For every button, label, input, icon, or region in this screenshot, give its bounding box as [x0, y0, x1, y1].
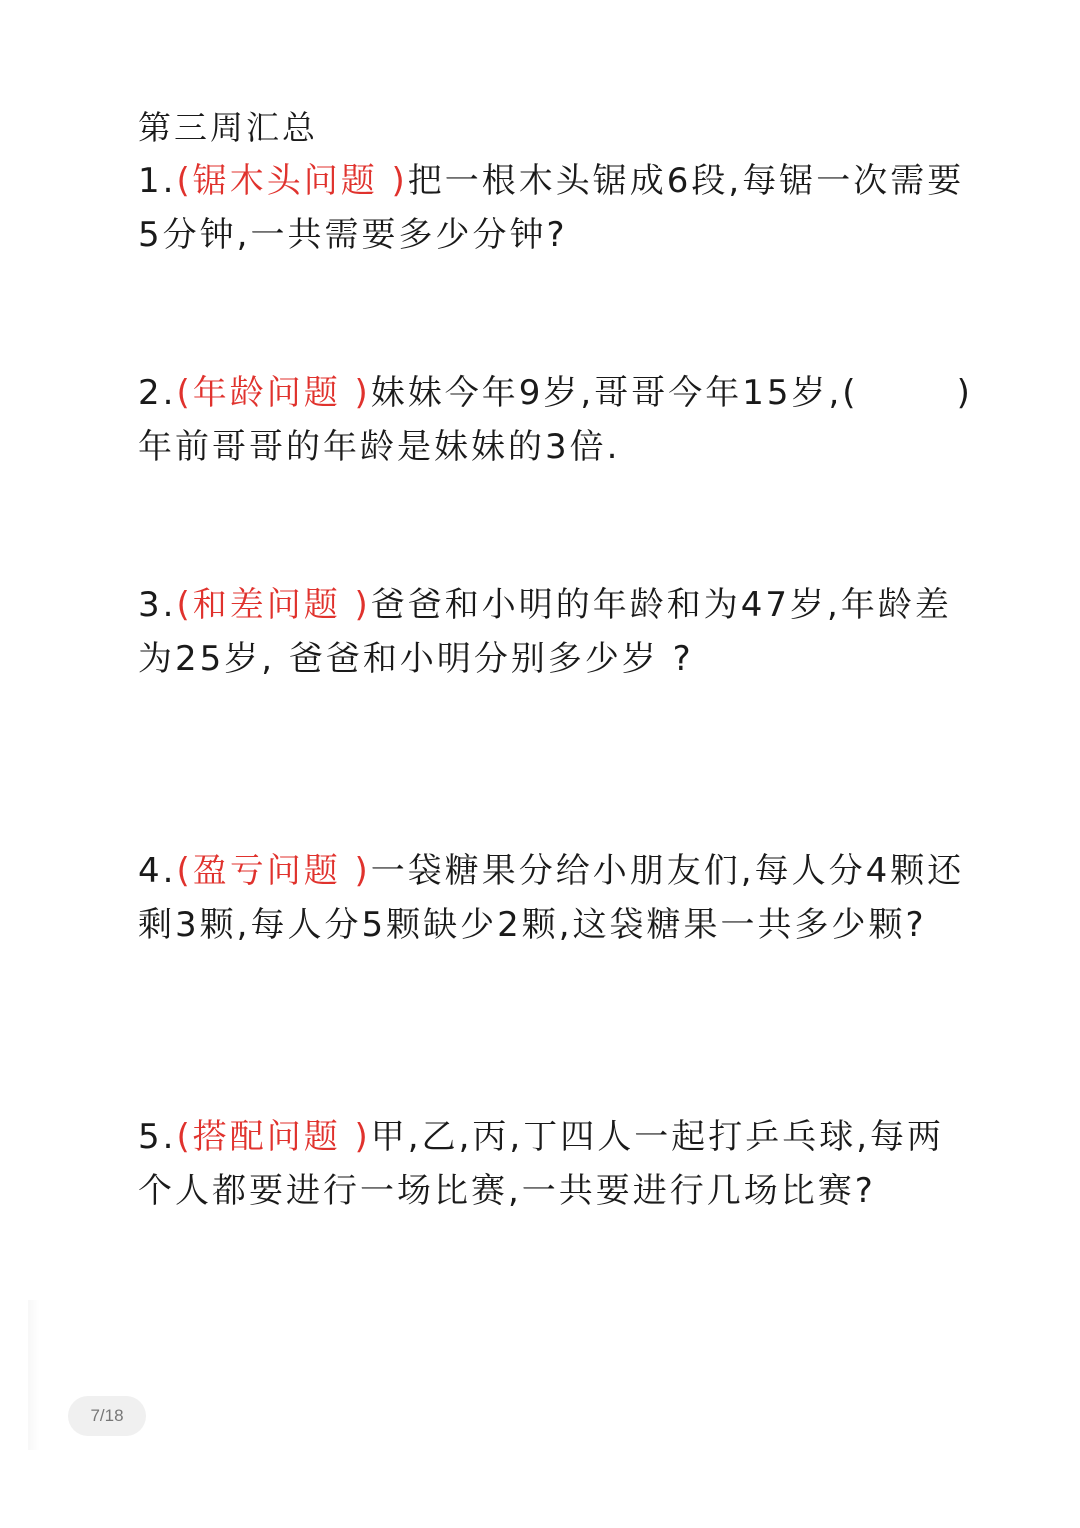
question-tag: (和差问题 )	[176, 585, 371, 625]
question-5	[138, 1110, 968, 1218]
question-number: 5.	[138, 1117, 177, 1157]
page-title: 第三周汇总	[138, 108, 318, 147]
question-3-line-2: 为25岁, 爸爸和小明分别多少岁 ?	[138, 639, 694, 679]
question-text: 爸爸和小明的年龄和为47岁,年龄差	[370, 585, 952, 625]
question-tag: (锯木头问题 )	[176, 161, 408, 201]
page-edge-shadow	[28, 1300, 40, 1450]
question-text: 甲,乙,丙,丁四人一起打乒乓球,每两	[370, 1117, 945, 1157]
question-tag: (盈亏问题 )	[176, 851, 371, 891]
blank-close-paren: )	[956, 373, 973, 413]
question-text: 把一根木头锯成6段,每锯一次需要	[407, 161, 965, 201]
question-number: 1.	[138, 161, 177, 201]
question-2-line-1	[138, 366, 973, 420]
question-4-line-2: 剩3颗,每人分5颗缺少2颗,这袋糖果一共多少颗?	[138, 905, 927, 945]
question-tag: (搭配问题 )	[176, 1117, 371, 1157]
question-text: 一袋糖果分给小朋友们,每人分4颗还	[370, 851, 965, 891]
question-3	[138, 578, 968, 686]
question-4	[138, 844, 968, 952]
question-2	[138, 366, 973, 474]
question-5-line-1	[138, 1110, 968, 1164]
question-number: 3.	[138, 585, 177, 625]
page-indicator[interactable]: 7/18	[68, 1396, 146, 1436]
question-1	[138, 154, 968, 262]
question-4-line-1	[138, 844, 968, 898]
question-2-line-2: 年前哥哥的年龄是妹妹的3倍.	[138, 427, 621, 467]
question-3-line-1	[138, 578, 968, 632]
question-text: 妹妹今年9岁,哥哥今年15岁,(	[370, 373, 859, 413]
question-tag: (年龄问题 )	[176, 373, 371, 413]
question-5-line-2: 个人都要进行一场比赛,一共要进行几场比赛?	[138, 1171, 876, 1211]
question-number: 2.	[138, 373, 177, 413]
question-1-line-2: 5分钟,一共需要多少分钟?	[138, 215, 568, 255]
question-number: 4.	[138, 851, 177, 891]
question-1-line-1	[138, 154, 968, 208]
